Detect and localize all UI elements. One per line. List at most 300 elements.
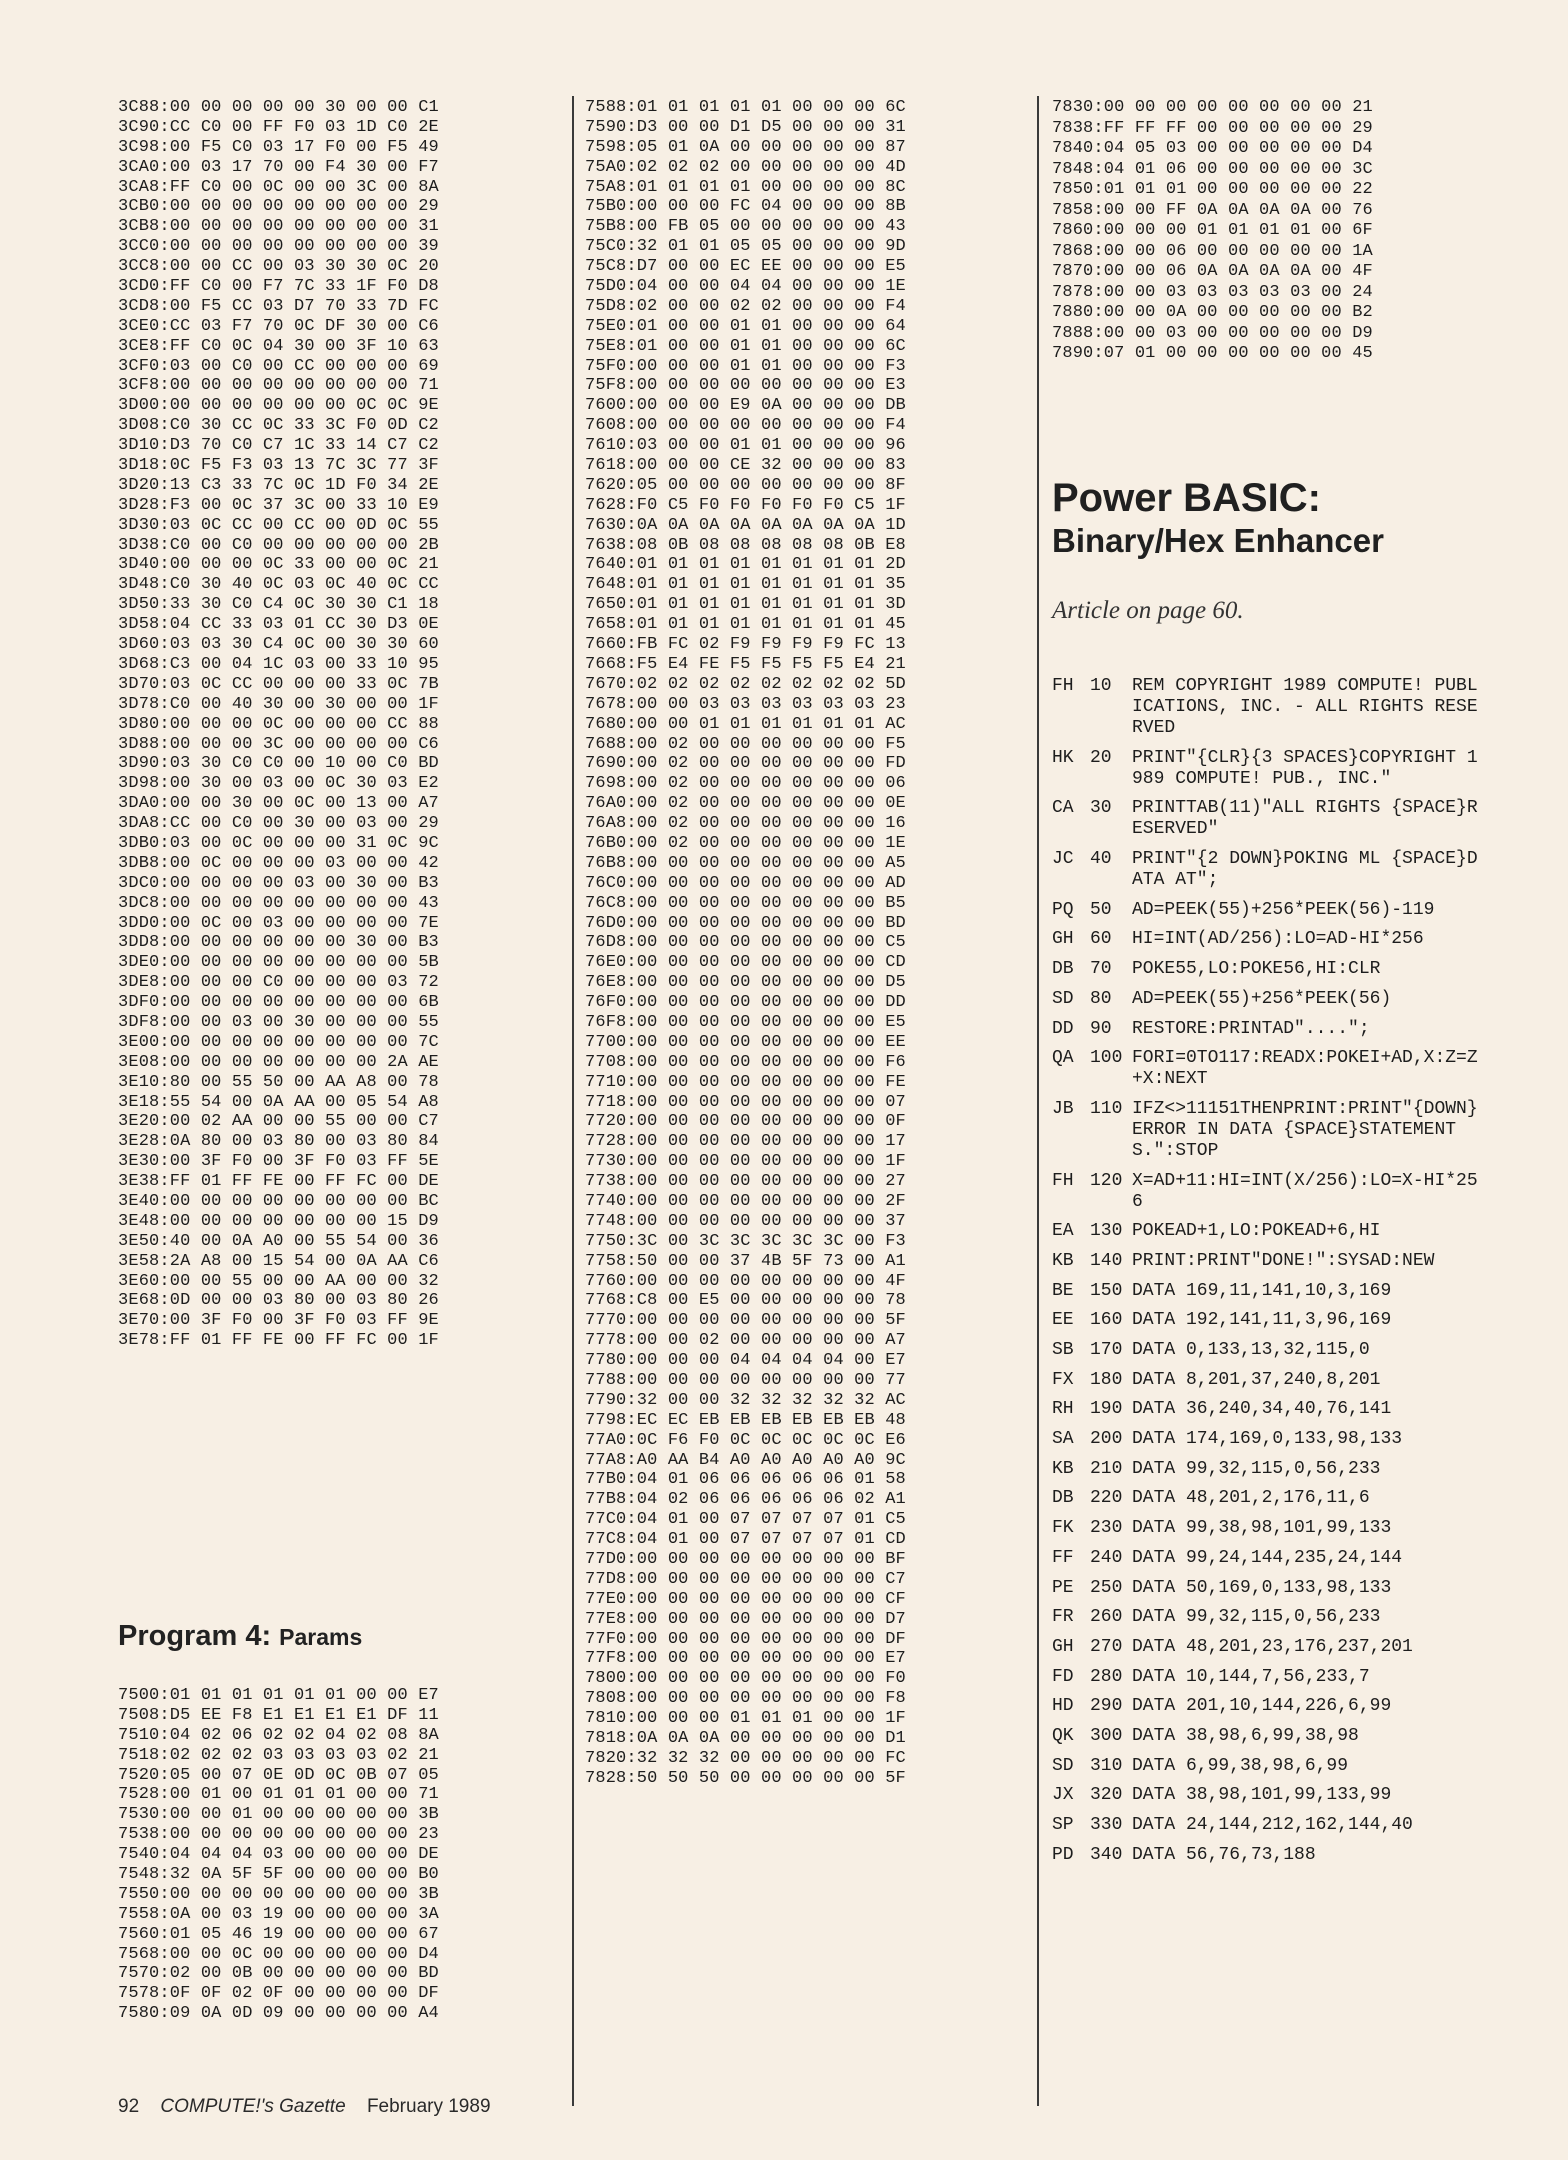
basic-line (1052, 1171, 1542, 1213)
hex-line: 75D0:04 00 00 04 04 00 00 00 1E (585, 277, 906, 297)
checksum: JB (1052, 1098, 1074, 1119)
hex-line: 76B8:00 00 00 00 00 00 00 00 A5 (585, 853, 906, 873)
hex-line: 7580:09 0A 0D 09 00 00 00 00 A4 (118, 2004, 439, 2024)
hex-line: 3D20:13 C3 33 7C 0C 1D F0 34 2E (118, 475, 439, 495)
basic-line (1052, 1019, 1542, 1040)
hex-line: 3DC8:00 00 00 00 00 00 00 00 43 (118, 893, 439, 913)
basic-listing (1052, 676, 1542, 1874)
hex-line: 7728:00 00 00 00 00 00 00 00 17 (585, 1132, 906, 1152)
hex-line: 3D68:C3 00 04 1C 03 00 33 10 95 (118, 654, 439, 674)
hex-line: 7868:00 00 06 00 00 00 00 00 1A (1052, 241, 1373, 261)
hex-line: 7628:F0 C5 F0 F0 F0 F0 F0 C5 1F (585, 495, 906, 515)
checksum: CA (1052, 798, 1074, 819)
checksum: QA (1052, 1048, 1074, 1069)
hex-line: 75B8:00 FB 05 00 00 00 00 00 43 (585, 217, 906, 237)
basic-code: POKEAD+1,LO:POKEAD+6,HI (1132, 1221, 1381, 1242)
basic-line (1052, 1726, 1542, 1747)
basic-code: DATA 50,169,0,133,98,133 (1132, 1577, 1392, 1598)
hex-line: 7700:00 00 00 00 00 00 00 00 EE (585, 1032, 906, 1052)
checksum: FH (1052, 676, 1074, 696)
hex-line: 7500:01 01 01 01 01 01 00 00 E7 (118, 1686, 439, 1705)
hex-line: 3E78:FF 01 FF FE 00 FF FC 00 1F (118, 1331, 439, 1351)
checksum: DB (1052, 959, 1074, 980)
program-4-listing (118, 1686, 563, 2024)
line-number: 100 (1090, 1048, 1123, 1069)
hex-line: 3D30:03 0C CC 00 CC 00 0D 0C 55 (118, 515, 439, 535)
hex-line: 3CA8:FF C0 00 0C 00 00 3C 00 8A (118, 177, 439, 197)
basic-code: DATA 36,240,34,40,76,141 (1132, 1399, 1392, 1420)
hex-line: 7618:00 00 00 CE 32 00 00 00 83 (585, 456, 906, 476)
hex-line: 7568:00 00 0C 00 00 00 00 00 D4 (118, 1944, 439, 1964)
hex-line: 77E8:00 00 00 00 00 00 00 00 D7 (585, 1609, 906, 1629)
checksum: QK (1052, 1725, 1074, 1746)
basic-code: DATA 192,141,11,3,96,169 (1132, 1310, 1392, 1331)
hex-line: 77F0:00 00 00 00 00 00 00 00 DF (585, 1629, 906, 1649)
program-4-prefix: Program 4: (118, 1620, 272, 1652)
hex-line: 75D8:02 00 00 02 02 00 00 00 F4 (585, 296, 906, 316)
checksum: PQ (1052, 899, 1074, 920)
hex-line: 77F8:00 00 00 00 00 00 00 00 E7 (585, 1649, 906, 1669)
hex-line: 77A8:A0 AA B4 A0 A0 A0 A0 A0 9C (585, 1450, 906, 1470)
hex-line: 76C8:00 00 00 00 00 00 00 00 B5 (585, 893, 906, 913)
basic-line (1052, 1310, 1542, 1331)
checksum: GH (1052, 1636, 1074, 1657)
issue-date: February 1989 (366, 2096, 491, 2117)
checksum: SD (1052, 988, 1074, 1009)
hex-line: 77E0:00 00 00 00 00 00 00 00 CF (585, 1589, 906, 1609)
program-4-column (118, 1686, 563, 2024)
hex-line: 7548:32 0A 5F 5F 00 00 00 00 B0 (118, 1865, 439, 1885)
hex-line: 3DB0:03 00 0C 00 00 00 31 0C 9C (118, 833, 439, 853)
hex-line: 3C88:00 00 00 00 00 30 00 00 C1 (118, 98, 439, 117)
line-number: 340 (1090, 1844, 1123, 1865)
hex-line: 75E8:01 00 00 01 01 00 00 00 6C (585, 336, 906, 356)
hex-line: 7780:00 00 00 04 04 04 04 00 E7 (585, 1351, 906, 1371)
hex-line: 7758:50 00 00 37 4B 5F 73 00 A1 (585, 1251, 906, 1271)
hex-line: 3CC0:00 00 00 00 00 00 00 00 39 (118, 237, 439, 257)
hex-line: 7820:32 32 32 00 00 00 00 00 FC (585, 1748, 906, 1768)
hex-line: 3E30:00 3F F0 00 3F F0 03 FF 5E (118, 1152, 439, 1172)
checksum: PE (1052, 1577, 1074, 1598)
hex-line: 75A0:02 02 02 00 00 00 00 00 4D (585, 157, 906, 177)
hex-line: 3CE8:FF C0 0C 04 30 00 3F 10 63 (118, 336, 439, 356)
basic-code: HI=INT(AD/256):LO=AD-HI*256 (1132, 929, 1424, 950)
hex-line: 7648:01 01 01 01 01 01 01 01 35 (585, 575, 906, 595)
hex-line: 3E70:00 3F F0 00 3F F0 03 FF 9E (118, 1311, 439, 1331)
hex-line: 3CF0:03 00 C0 00 CC 00 00 00 69 (118, 356, 439, 376)
hex-line: 7880:00 00 0A 00 00 00 00 00 B2 (1052, 303, 1373, 322)
hex-line: 7528:00 01 00 01 01 01 00 00 71 (118, 1785, 439, 1805)
checksum: RH (1052, 1399, 1074, 1420)
basic-code: POKE55,LO:POKE56,HI:CLR (1132, 959, 1381, 980)
checksum: EA (1052, 1221, 1074, 1242)
basic-line (1052, 1696, 1542, 1717)
hex-line: 3CD0:FF C0 00 F7 7C 33 1F F0 D8 (118, 277, 439, 297)
hex-line: 77C0:04 01 00 07 07 07 07 01 C5 (585, 1510, 906, 1530)
page-footer (118, 2096, 507, 2118)
hex-line: 7590:D3 00 00 D1 D5 00 00 00 31 (585, 117, 906, 137)
hex-line: 3D18:0C F5 F3 03 13 7C 3C 77 3F (118, 456, 439, 476)
column-divider-left (572, 96, 574, 2106)
line-number: 270 (1090, 1636, 1123, 1657)
hex-line: 7790:32 00 00 32 32 32 32 32 AC (585, 1390, 906, 1410)
hex-line: 7678:00 00 03 03 03 03 03 03 23 (585, 694, 906, 714)
line-number: 10 (1090, 676, 1112, 696)
hex-line: 7850:01 01 01 00 00 00 00 00 22 (1052, 180, 1373, 199)
hex-line: 3E58:2A A8 00 15 54 00 0A AA C6 (118, 1251, 439, 1271)
column-divider-right (1037, 96, 1039, 2106)
checksum: BE (1052, 1280, 1074, 1301)
hex-line: 7508:D5 EE F8 E1 E1 E1 E1 DF 11 (118, 1705, 439, 1725)
hex-line: 76E0:00 00 00 00 00 00 00 00 CD (585, 953, 906, 973)
basic-line (1052, 1221, 1542, 1242)
hex-line: 7620:05 00 00 00 00 00 00 00 8F (585, 475, 906, 495)
basic-code: PRINT:PRINT"DONE!":SYSAD:NEW (1132, 1250, 1435, 1271)
basic-line (1052, 929, 1542, 950)
hex-line: 3CC8:00 00 CC 00 03 30 30 0C 20 (118, 257, 439, 277)
hex-line: 3DE0:00 00 00 00 00 00 00 00 5B (118, 953, 439, 973)
hex-line: 75F8:00 00 00 00 00 00 00 00 E3 (585, 376, 906, 396)
checksum: FX (1052, 1369, 1074, 1390)
hex-line: 7668:F5 E4 FE F5 F5 F5 F5 E4 21 (585, 654, 906, 674)
basic-line (1052, 676, 1542, 739)
basic-line (1052, 1845, 1542, 1866)
hex-line: 7830:00 00 00 00 00 00 00 00 21 (1052, 98, 1373, 117)
checksum: KB (1052, 1250, 1074, 1271)
hex-line: 76F8:00 00 00 00 00 00 00 00 E5 (585, 1012, 906, 1032)
hex-line: 7538:00 00 00 00 00 00 00 00 23 (118, 1825, 439, 1845)
basic-line (1052, 1785, 1542, 1806)
line-number: 200 (1090, 1429, 1123, 1450)
hex-line: 3CB8:00 00 00 00 00 00 00 00 31 (118, 217, 439, 237)
hex-line: 77D0:00 00 00 00 00 00 00 00 BF (585, 1550, 906, 1570)
basic-line (1052, 1281, 1542, 1302)
hex-line: 3CE0:CC 03 F7 70 0C DF 30 00 C6 (118, 316, 439, 336)
hex-line: 7818:0A 0A 0A 00 00 00 00 00 D1 (585, 1729, 906, 1749)
hex-line: 7748:00 00 00 00 00 00 00 00 37 (585, 1211, 906, 1231)
basic-code: AD=PEEK(55)+256*PEEK(56)-119 (1132, 899, 1435, 920)
line-number: 180 (1090, 1369, 1123, 1390)
checksum: FK (1052, 1518, 1074, 1539)
hex-line: 77D8:00 00 00 00 00 00 00 00 C7 (585, 1569, 906, 1589)
line-number: 140 (1090, 1250, 1123, 1271)
program-4-name: Params (279, 1624, 363, 1650)
hex-line: 3D80:00 00 00 0C 00 00 00 CC 88 (118, 714, 439, 734)
hex-line: 7640:01 01 01 01 01 01 01 01 2D (585, 555, 906, 575)
hex-line: 3E48:00 00 00 00 00 00 00 15 D9 (118, 1211, 439, 1231)
basic-line (1052, 1459, 1542, 1480)
hex-line: 76A8:00 02 00 00 00 00 00 00 16 (585, 814, 906, 834)
basic-line (1052, 1048, 1542, 1090)
hex-line: 7840:04 05 03 00 00 00 00 00 D4 (1052, 139, 1373, 158)
basic-line (1052, 1548, 1542, 1569)
hex-line: 3D50:33 30 C0 C4 0C 30 30 C1 18 (118, 595, 439, 615)
hex-line: 3E10:80 00 55 50 00 AA A8 00 78 (118, 1072, 439, 1092)
basic-line (1052, 849, 1542, 891)
line-number: 210 (1090, 1458, 1123, 1479)
hex-line: 3D70:03 0C CC 00 00 00 33 0C 7B (118, 674, 439, 694)
hex-line: 7688:00 02 00 00 00 00 00 00 F5 (585, 734, 906, 754)
checksum: FR (1052, 1607, 1074, 1628)
checksum: GH (1052, 929, 1074, 950)
basic-code: DATA 56,76,73,188 (1132, 1844, 1316, 1865)
hex-line: 7768:C8 00 E5 00 00 00 00 00 78 (585, 1291, 906, 1311)
hex-line: 7808:00 00 00 00 00 00 00 00 F8 (585, 1689, 906, 1709)
hex-line: 7670:02 02 02 02 02 02 02 02 5D (585, 674, 906, 694)
hex-line: 7828:50 50 50 00 00 00 00 00 5F (585, 1768, 906, 1788)
hex-line: 3E60:00 00 55 00 00 AA 00 00 32 (118, 1271, 439, 1291)
basic-line (1052, 1518, 1542, 1539)
hex-line: 7740:00 00 00 00 00 00 00 00 2F (585, 1191, 906, 1211)
basic-line (1052, 1607, 1542, 1628)
basic-line (1052, 1399, 1542, 1420)
basic-line (1052, 989, 1542, 1010)
hex-line: 7608:00 00 00 00 00 00 00 00 F4 (585, 416, 906, 436)
hex-line: 7560:01 05 46 19 00 00 00 00 67 (118, 1924, 439, 1944)
line-number: 110 (1090, 1098, 1123, 1119)
hex-line: 7680:00 00 01 01 01 01 01 01 AC (585, 714, 906, 734)
hex-line: 3DB8:00 0C 00 00 00 03 00 00 42 (118, 853, 439, 873)
basic-code: PRINT"{CLR}{3 SPACES}COPYRIGHT 1989 COMPUTE! PUB., INC." (1132, 747, 1478, 789)
checksum: FF (1052, 1547, 1074, 1568)
line-number: 310 (1090, 1755, 1123, 1776)
hex-line: 3E20:00 02 AA 00 00 55 00 00 C7 (118, 1112, 439, 1132)
hex-column-3 (1052, 98, 1522, 365)
hex-line: 3DC0:00 00 00 00 03 00 30 00 B3 (118, 873, 439, 893)
checksum: SA (1052, 1429, 1074, 1450)
checksum: PD (1052, 1844, 1074, 1865)
hex-line: 7720:00 00 00 00 00 00 00 00 0F (585, 1112, 906, 1132)
hex-line: 7598:05 01 0A 00 00 00 00 00 87 (585, 137, 906, 157)
hex-line: 3CF8:00 00 00 00 00 00 00 00 71 (118, 376, 439, 396)
hex-line: 7770:00 00 00 00 00 00 00 00 5F (585, 1311, 906, 1331)
hex-line: 77B8:04 02 06 06 06 06 06 02 A1 (585, 1490, 906, 1510)
hex-line: 7610:03 00 00 01 01 00 00 00 96 (585, 436, 906, 456)
hex-line: 3E38:FF 01 FF FE 00 FF FC 00 DE (118, 1172, 439, 1192)
basic-line (1052, 900, 1542, 921)
basic-code: IFZ<>11151THENPRINT:PRINT"{DOWN}ERROR IN DATA {SPACE}STATEMENTS.":STOP (1132, 1098, 1478, 1161)
hex-line: 3DF8:00 00 03 00 30 00 00 00 55 (118, 1012, 439, 1032)
basic-line (1052, 959, 1542, 980)
hex-line: 7708:00 00 00 00 00 00 00 00 F6 (585, 1052, 906, 1072)
hex-line: 7810:00 00 00 01 01 01 00 00 1F (585, 1709, 906, 1729)
hex-line: 7550:00 00 00 00 00 00 00 00 3B (118, 1884, 439, 1904)
hex-line: 7788:00 00 00 00 00 00 00 00 77 (585, 1371, 906, 1390)
basic-code: DATA 99,38,98,101,99,133 (1132, 1518, 1392, 1539)
hex-column-1 (118, 98, 563, 1351)
basic-code: DATA 99,24,144,235,24,144 (1132, 1547, 1403, 1568)
hex-line: 3D28:F3 00 0C 37 3C 00 33 10 E9 (118, 495, 439, 515)
article-title: Power BASIC: (1052, 476, 1321, 520)
line-number: 190 (1090, 1399, 1123, 1420)
line-number: 150 (1090, 1280, 1123, 1301)
hex-line: 3DD0:00 0C 00 03 00 00 00 00 7E (118, 913, 439, 933)
line-number: 20 (1090, 747, 1112, 768)
basic-line (1052, 1756, 1542, 1777)
checksum: FH (1052, 1170, 1074, 1191)
hex-line: 7638:08 0B 08 08 08 08 08 0B E8 (585, 535, 906, 555)
hex-line: 7520:05 00 07 0E 0D 0C 0B 07 05 (118, 1765, 439, 1785)
basic-code: DATA 48,201,23,176,237,201 (1132, 1636, 1413, 1657)
hex-line: 7798:EC EC EB EB EB EB EB EB 48 (585, 1410, 906, 1430)
line-number: 300 (1090, 1725, 1123, 1746)
hex-line: 77B0:04 01 06 06 06 06 06 01 58 (585, 1470, 906, 1490)
article-reference: Article on page 60. (1052, 597, 1244, 624)
hex-line: 7558:0A 00 03 19 00 00 00 00 3A (118, 1904, 439, 1924)
hex-line: 76E8:00 00 00 00 00 00 00 00 D5 (585, 973, 906, 993)
hex-line: 3DE8:00 00 00 C0 00 00 00 03 72 (118, 973, 439, 993)
hex-listing-2 (585, 98, 1025, 1789)
hex-line: 3D90:03 30 C0 C0 00 10 00 C0 BD (118, 754, 439, 774)
hex-line: 7518:02 02 02 03 03 03 03 02 21 (118, 1745, 439, 1765)
line-number: 260 (1090, 1607, 1123, 1628)
hex-line: 3D60:03 03 30 C4 0C 00 30 30 60 (118, 635, 439, 655)
hex-line: 3DA8:CC 00 C0 00 30 00 03 00 29 (118, 814, 439, 834)
line-number: 30 (1090, 798, 1112, 819)
hex-line: 3D40:00 00 00 0C 33 00 00 0C 21 (118, 555, 439, 575)
hex-line: 75A8:01 01 01 01 00 00 00 00 8C (585, 177, 906, 197)
hex-listing-1 (118, 98, 563, 1351)
basic-code: DATA 6,99,38,98,6,99 (1132, 1755, 1349, 1776)
checksum: SB (1052, 1340, 1074, 1360)
line-number: 160 (1090, 1310, 1123, 1331)
basic-line (1052, 1667, 1542, 1688)
page-number: 92 (118, 2096, 140, 2117)
checksum: SP (1052, 1815, 1074, 1835)
hex-line: 76C0:00 00 00 00 00 00 00 00 AD (585, 873, 906, 893)
hex-line: 3E00:00 00 00 00 00 00 00 00 7C (118, 1032, 439, 1052)
basic-line (1052, 1578, 1542, 1599)
hex-line: 7730:00 00 00 00 00 00 00 00 1F (585, 1152, 906, 1172)
line-number: 220 (1090, 1488, 1123, 1509)
hex-listing-3 (1052, 98, 1522, 365)
hex-line: 3DD8:00 00 00 00 00 00 30 00 B3 (118, 933, 439, 953)
hex-line: 75E0:01 00 00 01 01 00 00 00 64 (585, 316, 906, 336)
basic-line (1052, 1488, 1542, 1509)
hex-line: 3E68:0D 00 00 03 80 00 03 80 26 (118, 1291, 439, 1311)
hex-line: 3DA0:00 00 30 00 0C 00 13 00 A7 (118, 794, 439, 814)
hex-line: 75C8:D7 00 00 EC EE 00 00 00 E5 (585, 257, 906, 277)
hex-line: 3E40:00 00 00 00 00 00 00 00 BC (118, 1191, 439, 1211)
basic-code: DATA 169,11,141,10,3,169 (1132, 1280, 1392, 1301)
basic-code: RESTORE:PRINTAD"...."; (1132, 1018, 1370, 1039)
hex-line: 7690:00 02 00 00 00 00 00 00 FD (585, 754, 906, 774)
hex-line: 75B0:00 00 00 FC 04 00 00 00 8B (585, 197, 906, 217)
hex-line: 7710:00 00 00 00 00 00 00 00 FE (585, 1072, 906, 1092)
line-number: 280 (1090, 1666, 1123, 1687)
basic-line (1052, 798, 1542, 840)
hex-line: 76D0:00 00 00 00 00 00 00 00 BD (585, 913, 906, 933)
hex-line: 3E50:40 00 0A A0 00 55 54 00 36 (118, 1231, 439, 1251)
magazine-name: COMPUTE!'s Gazette (160, 2096, 346, 2117)
hex-line: 3D48:C0 30 40 0C 03 0C 40 0C CC (118, 575, 439, 595)
hex-line: 3E18:55 54 00 0A AA 00 05 54 A8 (118, 1092, 439, 1112)
hex-line: 3C98:00 F5 C0 03 17 F0 00 F5 49 (118, 137, 439, 157)
basic-code: DATA 10,144,7,56,233,7 (1132, 1666, 1370, 1687)
hex-line: 76A0:00 02 00 00 00 00 00 00 0E (585, 794, 906, 814)
basic-code: DATA 38,98,6,99,38,98 (1132, 1725, 1359, 1746)
hex-line: 7878:00 00 03 03 03 03 03 00 24 (1052, 282, 1373, 302)
basic-code: DATA 174,169,0,133,98,133 (1132, 1429, 1403, 1450)
hex-line: 3CD8:00 F5 CC 03 D7 70 33 7D FC (118, 296, 439, 316)
line-number: 330 (1090, 1815, 1123, 1835)
hex-line: 7650:01 01 01 01 01 01 01 01 3D (585, 595, 906, 615)
checksum: SD (1052, 1755, 1074, 1776)
basic-code: DATA 24,144,212,162,144,40 (1132, 1815, 1413, 1835)
hex-line: 7760:00 00 00 00 00 00 00 00 4F (585, 1271, 906, 1291)
hex-line: 3D00:00 00 00 00 00 00 0C 0C 9E (118, 396, 439, 416)
basic-code: AD=PEEK(55)+256*PEEK(56) (1132, 988, 1392, 1009)
hex-line: 7860:00 00 00 01 01 01 01 00 6F (1052, 221, 1373, 240)
hex-line: 7890:07 01 00 00 00 00 00 00 45 (1052, 344, 1373, 363)
hex-line: 3D58:04 CC 33 03 01 CC 30 D3 0E (118, 615, 439, 635)
basic-code: PRINTTAB(11)"ALL RIGHTS {SPACE}RESERVED" (1132, 798, 1478, 840)
line-number: 130 (1090, 1221, 1123, 1242)
hex-line: 7698:00 02 00 00 00 00 00 00 06 (585, 774, 906, 794)
basic-code: REM COPYRIGHT 1989 COMPUTE! PUBLICATIONS, INC. - ALL RIGHTS RESERVED (1132, 676, 1478, 738)
hex-column-2 (585, 98, 1025, 1789)
hex-line: 7848:04 01 06 00 00 00 00 00 3C (1052, 159, 1373, 179)
hex-line: 3CB0:00 00 00 00 00 00 00 00 29 (118, 197, 439, 217)
line-number: 170 (1090, 1340, 1123, 1360)
hex-line: 7530:00 00 01 00 00 00 00 00 3B (118, 1805, 439, 1825)
checksum: DD (1052, 1018, 1074, 1039)
hex-line: 7838:FF FF FF 00 00 00 00 00 29 (1052, 118, 1373, 138)
hex-line: 3D78:C0 00 40 30 00 30 00 00 1F (118, 694, 439, 714)
basic-code: DATA 48,201,2,176,11,6 (1132, 1488, 1370, 1509)
hex-line: 7510:04 02 06 02 02 04 02 08 8A (118, 1725, 439, 1745)
hex-line: 3D08:C0 30 CC 0C 33 3C F0 0D C2 (118, 416, 439, 436)
checksum: JX (1052, 1785, 1074, 1806)
basic-code: X=AD+11:HI=INT(X/256):LO=X-HI*256 (1132, 1170, 1478, 1212)
basic-code: FORI=0TO117:READX:POKEI+AD,X:Z=Z+X:NEXT (1132, 1048, 1478, 1090)
hex-line: 7778:00 00 02 00 00 00 00 00 A7 (585, 1331, 906, 1351)
basic-line (1052, 748, 1542, 790)
hex-line: 7738:00 00 00 00 00 00 00 00 27 (585, 1172, 906, 1192)
line-number: 250 (1090, 1577, 1123, 1598)
hex-line: 7858:00 00 FF 0A 0A 0A 0A 00 76 (1052, 200, 1373, 220)
basic-code: DATA 201,10,144,226,6,99 (1132, 1696, 1392, 1717)
hex-line: 3CA0:00 03 17 70 00 F4 30 00 F7 (118, 157, 439, 177)
basic-line (1052, 1815, 1542, 1836)
hex-line: 77C8:04 01 00 07 07 07 07 01 CD (585, 1530, 906, 1550)
basic-line (1052, 1370, 1542, 1391)
basic-line (1052, 1429, 1542, 1450)
checksum: JC (1052, 849, 1074, 870)
hex-line: 7570:02 00 0B 00 00 00 00 00 BD (118, 1964, 439, 1984)
hex-line: 7588:01 01 01 01 01 00 00 00 6C (585, 98, 906, 117)
line-number: 60 (1090, 929, 1112, 950)
hex-line: 7540:04 04 04 03 00 00 00 00 DE (118, 1845, 439, 1865)
hex-line: 3E28:0A 80 00 03 80 00 03 80 84 (118, 1132, 439, 1152)
power-basic-title-block (1052, 475, 1522, 561)
hex-line: 3D10:D3 70 C0 C7 1C 33 14 C7 C2 (118, 436, 439, 456)
basic-code: DATA 8,201,37,240,8,201 (1132, 1369, 1381, 1390)
hex-line: 3D88:00 00 00 3C 00 00 00 00 C6 (118, 734, 439, 754)
checksum: EE (1052, 1310, 1074, 1331)
hex-line: 7600:00 00 00 E9 0A 00 00 00 DB (585, 396, 906, 416)
hex-line: 7718:00 00 00 00 00 00 00 00 07 (585, 1092, 906, 1112)
hex-line: 7800:00 00 00 00 00 00 00 00 F0 (585, 1669, 906, 1689)
hex-line: 3E08:00 00 00 00 00 00 00 2A AE (118, 1052, 439, 1072)
article-subtitle: Binary/Hex Enhancer (1052, 522, 1384, 559)
line-number: 320 (1090, 1785, 1123, 1806)
checksum: HD (1052, 1696, 1074, 1717)
hex-line: 3D38:C0 00 C0 00 00 00 00 00 2B (118, 535, 439, 555)
line-number: 240 (1090, 1547, 1123, 1568)
hex-line: 75F0:00 00 00 01 01 00 00 00 F3 (585, 356, 906, 376)
line-number: 120 (1090, 1170, 1123, 1191)
